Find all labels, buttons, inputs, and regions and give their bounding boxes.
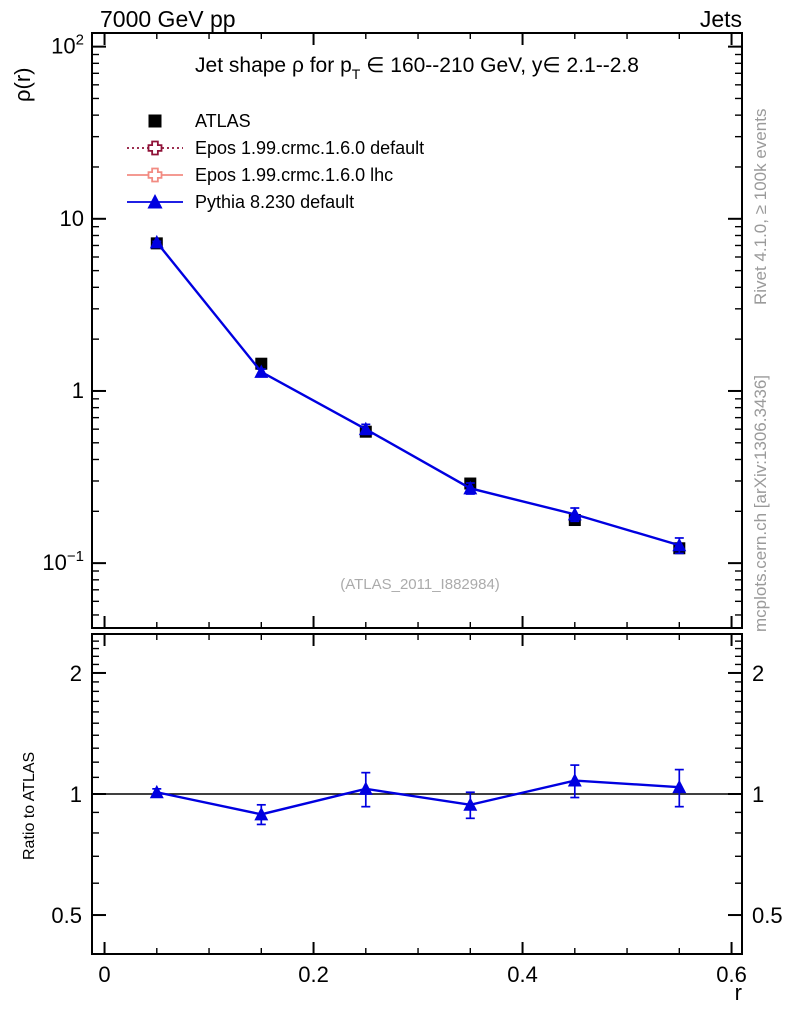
rivet-version-label: Rivet 4.1.0, ≥ 100k events (751, 108, 770, 305)
ratio-y-axis-title: Ratio to ATLAS (21, 751, 38, 860)
x-tick-label: 0.2 (298, 962, 329, 987)
ratio-y-tick-label: 0.5 (51, 903, 82, 929)
plot-title (195, 54, 639, 82)
plot-title-suffix: ∈ 160--210 GeV, y∈ 2.1--2.8 (360, 54, 639, 77)
x-tick-label: 0.6 (716, 962, 747, 987)
ratio-y-tick-label: 2 (752, 660, 765, 686)
ratio-y-tick-label: 1 (69, 782, 82, 807)
series-line (157, 242, 680, 545)
main-y-tick-label: 10 (59, 205, 84, 231)
main-y-tick-label: $10^{-1}$ (42, 548, 84, 576)
ratio-y-tick-label: 0.5 (752, 903, 783, 929)
mcplots-arxiv-label: mcplots.cern.ch [arXiv:1306.3436] (751, 374, 770, 632)
legend-item-label: Epos 1.99.crmc.1.6.0 default (195, 138, 425, 158)
main-y-tick-label: $10^2$ (51, 31, 84, 59)
analysis-category-label: Jets (699, 6, 742, 32)
chart-layer (42, 32, 782, 987)
legend-marker (149, 142, 162, 155)
x-axis-title: r (734, 980, 742, 1005)
plot-title-prefix: Jet shape ρ for p (195, 54, 352, 77)
main-panel-frame (92, 33, 742, 628)
x-tick-label: 0 (98, 962, 111, 987)
x-tick-label: 0.4 (507, 962, 538, 987)
legend-item-label: ATLAS (195, 111, 251, 131)
data-point-marker (150, 785, 164, 798)
series-line (157, 781, 680, 815)
analysis-id-watermark: (ATLAS_2011_I882984) (340, 576, 500, 593)
ratio-y-tick-label: 1 (752, 782, 765, 807)
data-point-marker (359, 781, 373, 794)
main-y-tick-label: 1 (71, 377, 84, 403)
legend-marker (149, 115, 162, 128)
legend-marker (149, 169, 162, 182)
plot-title-subscript: T (351, 66, 361, 82)
beam-energy-label: 7000 GeV pp (100, 6, 236, 32)
legend-item-label: Epos 1.99.crmc.1.6.0 lhc (195, 165, 394, 185)
main-y-axis-title: ρ(r) (10, 67, 35, 102)
ratio-y-tick-label: 2 (69, 660, 82, 686)
legend-item-label: Pythia 8.230 default (195, 192, 355, 212)
